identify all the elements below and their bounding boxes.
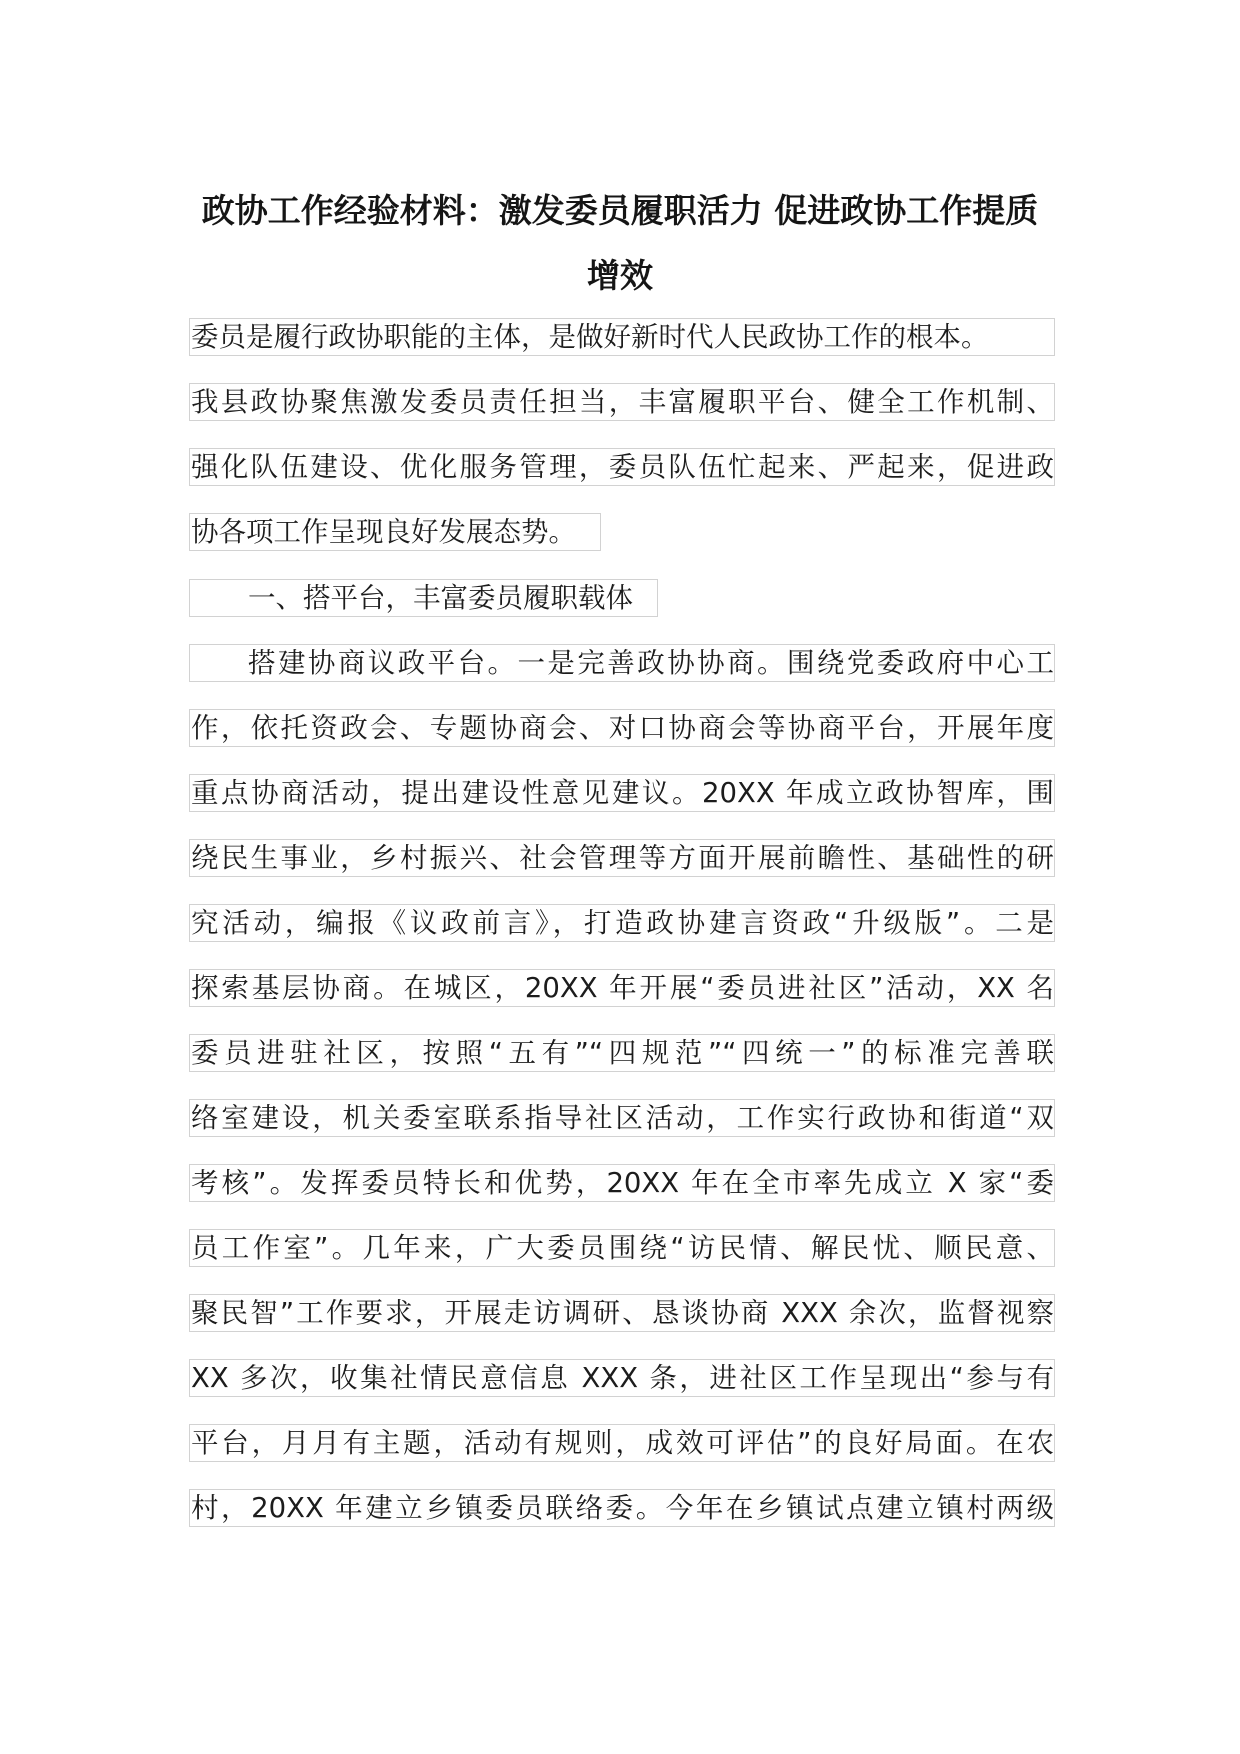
body-text-line: 强化队伍建设、优化服务管理，委员队伍忙起来、严起来，促进政 [189, 448, 1055, 486]
body-text-line: 委员是履行政协职能的主体，是做好新时代人民政协工作的根本。 [189, 318, 1055, 356]
body-text-line: 聚民智”工作要求，开展走访调研、恳谈协商 XXX 余次，监督视察 [189, 1294, 1055, 1332]
body-text-line: 络室建设，机关委室联系指导社区活动，工作实行政协和街道“双 [189, 1099, 1055, 1137]
body-text-line: 究活动，编报《议政前言》，打造政协建言资政“升级版”。二是 [189, 904, 1055, 942]
body-text-line: 绕民生事业，乡村振兴、社会管理等方面开展前瞻性、基础性的研 [189, 839, 1055, 877]
body-text-line: XX 多次，收集社情民意信息 XXX 条，进社区工作呈现出“参与有 [189, 1359, 1055, 1397]
body-text-line: 考核”。发挥委员特长和优势，20XX 年在全市率先成立 X 家“委 [189, 1164, 1055, 1202]
document-title-line-2: 增效 [587, 256, 653, 295]
body-text-line: 平台，月月有主题，活动有规则，成效可评估”的良好局面。在农 [189, 1424, 1055, 1462]
body-text-line: 村，20XX 年建立乡镇委员联络委。今年在乡镇试点建立镇村两级 [189, 1489, 1055, 1527]
body-text-line: 搭建协商议政平台。一是完善政协协商。围绕党委政府中心工 [189, 644, 1055, 682]
body-text-line: 探索基层协商。在城区，20XX 年开展“委员进社区”活动，XX 名 [189, 969, 1055, 1007]
body-text-line: 我县政协聚焦激发委员责任担当，丰富履职平台、健全工作机制、 [189, 383, 1055, 421]
body-text-line: 重点协商活动，提出建设性意见建议。20XX 年成立政协智库，围 [189, 774, 1055, 812]
document-title-line-1: 政协工作经验材料：激发委员履职活力 促进政协工作提质 [201, 191, 1039, 230]
body-text-line: 作，依托资政会、专题协商会、对口协商会等协商平台，开展年度 [189, 709, 1055, 747]
body-text-line: 协各项工作呈现良好发展态势。 [189, 513, 601, 551]
body-text-line: 委员进驻社区，按照“五有”“四规范”“四统一”的标准完善联 [189, 1034, 1055, 1072]
section-heading: 一、搭平台，丰富委员履职载体 [189, 579, 658, 617]
body-text-line: 员工作室”。几年来，广大委员围绕“访民情、解民忧、顺民意、 [189, 1229, 1055, 1267]
